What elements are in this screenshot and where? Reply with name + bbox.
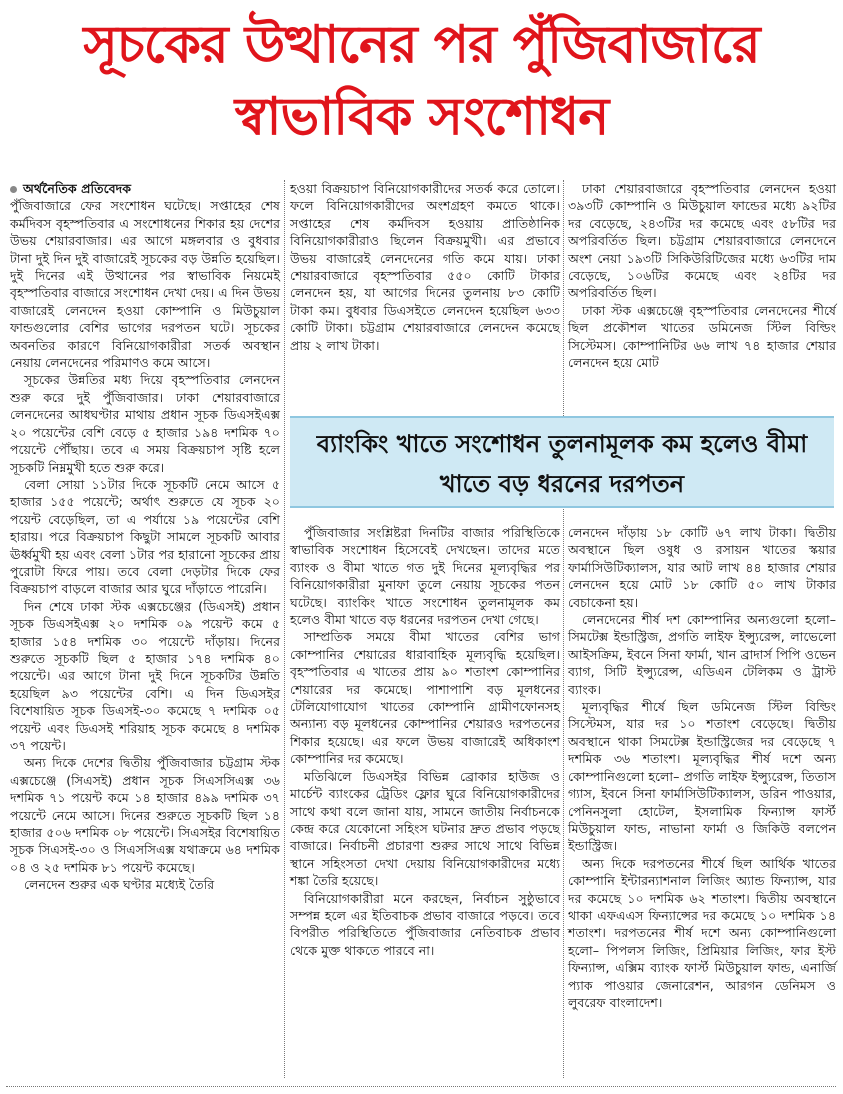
column-2-top [290,180,560,354]
paragraph: ঢাকা শেয়ারবাজারে বৃহস্পতিবার লেনদেন হওয়া ৩৯৩টি কোম্পানি ও মিউচুয়াল ফান্ডের মধ্যে ৯২টির দর বেড়েছে, ২৪৩টির দর কমেছে এবং ৫৮টির দর অপরিবর্তিত ছিল। চট্টগ্রাম শেয়ারবাজারে লেনদেনে অংশ নেয়া ১৯৩টি সিকিউরিটিজের মধ্যে ৬৩টির দাম বেড়েছে, ১০৬টির কমেছে এবং ২৪টির দর অপরিবর্তিত ছিল। [568,181,836,301]
column-divider [563,180,565,1078]
paragraph: পুঁজিবাজারে ফের সংশোধন ঘটেছে। সপ্তাহের শেষ কর্মদিবস বৃহস্পতিবার এ সংশোধনের শিকার হয় দেশের উভয় শেয়ারবাজার। এর আগে মঙ্গলবার ও বুধবার টানা দুই দিন দুই বাজারেই সূচকের বড় উন্নতি হয়েছিল। দুই দিনের এই উত্থানের পর স্বাভাবিক নিয়মেই বৃহস্পতিবার বাজারে সংশোধন দেখা দেয়। এ দিন উভয় বাজারেই লেনদেন হওয়া কোম্পানি ও মিউচুয়াল ফান্ডগুলোর বেশির ভাগের দরপতন ঘটে। সূচকের অবনতির কারণে বিনিয়োগকারীরা সতর্ক অবস্থান নেয়ায় লেনদেনের পরিমাণও কমে আসে। [10,198,281,371]
byline [10,180,280,197]
paragraph: ঢাকা স্টক এক্সচেঞ্জে বৃহস্পতিবার লেনদেনের শীর্ষে ছিল প্রকৌশল খাতের ডমিনেজ স্টিল বিল্ডিং সিস্টেমস। কোম্পানিটির ৬৬ লাখ ৭৪ হাজার শেয়ার লেনদেন হয়ে মোট [568,302,836,371]
column-1 [10,180,280,894]
byline-text: অর্থনৈতিক প্রতিবেদক [23,181,132,196]
bullet-icon [10,186,17,193]
column-divider [284,180,286,1078]
paragraph: মূল্যবৃদ্ধির শীর্ষে ছিল ডমিনেজ স্টিল বিল্ডিং সিস্টেমস, যার দর ১০ শতাংশ বেড়েছে। দ্বিতীয় অবস্থানে থাকা সিমটেক্স ইন্ডাস্ট্রিজের দর বেড়েছে ৭ দশমিক ৩৬ শতাংশ। মূল্যবৃদ্ধির শীর্ষ দশে অন্য কোম্পানিগুলো হলো– প্রগতি লাইফ ইন্স্যুরেন্স, তিতাস গ্যাস, ইবনে সিনা ফার্মাসিউটিক্যালস, ডরিন পাওয়ার, পেনিনসুলা হোটেল, ইসলামিক ফিন্যান্স ফার্স্ট মিউচুয়াল ফান্ড, নাভানা ফার্মা ও জিকিউ বলপেন ইন্ডাস্ট্রিজ। [568,699,836,854]
paragraph: সাম্প্রতিক সময়ে বীমা খাতের বেশির ভাগ কোম্পানির শেয়ারের ধারাবাহিক মূল্যবৃদ্ধি হয়েছিল। বৃহস্পতিবার এ খাতের প্রায় ৯০ শতাংশ কোম্পানির শেয়ারের দর কমেছে। পাশাপাশি বড় মূলধনের টেলিযোগাযোগ খাতের কোম্পানি গ্রামীণফোনসহ অন্যান্য বড় মূলধনের কোম্পানির শেয়ারও দরপতনের শিকার হয়েছে। এর ফলে উভয় বাজারেই অধিকাংশ কোম্পানির দর কমেছে। [290,629,560,767]
bottom-divider [6,1086,836,1087]
paragraph: বেলা সোয়া ১১টার দিকে সূচকটি নেমে আসে ৫ হাজার ১৫৫ পয়েন্টে; অর্থাৎ শুরুতে যে সূচক ২০ পয়েন্ট বেড়েছিল, তা এ পর্যায়ে ১৯ পয়েন্টের বেশি হারায়। পরে বিক্রয়চাপ কিছুটা সামলে সূচকটি আবার ঊর্ধ্বমুখী হয় এবং বেলা ১টার পর হারানো সূচকের প্রায় পুরোটা ফিরে পায়। তবে বেলা দেড়টার দিকে ফের বিক্রয়চাপ বাড়লে বাজার আর ঘুরে দাঁড়াতে পারেনি। [10,476,280,597]
column-3-top [568,180,836,371]
paragraph: মতিঝিলে ডিএসইর বিভিন্ন ব্রোকার হাউজ ও মার্চেন্ট ব্যাংকের ট্রেডিং ফ্লোর ঘুরে বিনিয়োগকারীদের সাথে কথা বলে জানা যায়, সামনে জাতীয় নির্বাচনকে কেন্দ্র করে যেকোনো সহিংস ঘটনার দ্রুত প্রভাব পড়ছে বাজারে। নির্বাচনী প্রচারণা শুরুর সাথে সাথে বিভিন্ন স্থানে সহিংসতা দেখা দেয়ায় বিনিয়োগকারীদের মধ্যে শঙ্কা তৈরি হয়েছে। [290,768,560,889]
paragraph: বিনিয়োগকারীরা মনে করছেন, নির্বাচন সুষ্ঠুভাবে সম্পন্ন হলে এর ইতিবাচক প্রভাব বাজারে পড়বে। তবে বিপরীত পরিস্থিতিতে পুঁজিবাজার নেতিবাচক প্রভাব থেকে মুক্ত থাকতে পারবে না। [290,890,560,958]
subheadline-box [290,416,834,508]
headline-line-1: সূচকের উত্থানের পর পুঁজিবাজারে [83,15,760,75]
paragraph: পুঁজিবাজার সংশ্লিষ্টরা দিনটির বাজার পরিস্থিতিকে স্বাভাবিক সংশোধন হিসেবেই দেখছেন। তাদের মতে ব্যাংক ও বীমা খাতে গত দুই দিনের মূল্যবৃদ্ধির পর বিনিয়োগকারীরা মুনাফা তুলে নেয়ায় সূচকের পতন ঘটেছে। ব্যাংকিং খাতে সংশোধন তুলনামূলক কম হলেও বীমা খাতে বড় ধরনের দরপতন দেখা গেছে। [290,525,560,628]
paragraph: অন্য দিকে দরপতনের শীর্ষে ছিল আর্থিক খাতের কোম্পানি ইন্টারন্যাশনাল লিজিং অ্যান্ড ফিন্যান্স, যার দর কমেছে ১০ দশমিক ৬২ শতাংশ। দ্বিতীয় অবস্থানে থাকা এফএএস ফিন্যান্সের দর কমেছে ১০ দশমিক ১৪ শতাংশ। দরপতনের শীর্ষ দশে অন্য কোম্পানিগুলো হলো– পিপলস লিজিং, প্রিমিয়ার লিজিং, ফার ইস্ট ফিন্যান্স, এক্সিম ব্যাংক ফার্স্ট মিউচুয়াল ফান্ড, এনার্জি প্যাক পাওয়ার জেনারেশন, আরগন ডেনিমস ও লুবরেফ বাংলাদেশ। [568,855,836,1010]
paragraph: লেনদেন শুরুর এক ঘণ্টার মধ্যেই তৈরি [24,877,215,893]
paragraph: সূচকের উন্নতির মধ্য দিয়ে বৃহস্পতিবার লেনদেন শুরু করে দুই পুঁজিবাজার। ঢাকা শেয়ারবাজারে লেনদেনের আধঘণ্টার মাথায় প্রধান সূচক ডিএসইএক্স ২০ পয়েন্টের বেশি বেড়ে ৫ হাজার ১৯৪ দশমিক ৭০ পয়েন্টে পৌঁছায়। তবে এ সময় বিক্রয়চাপ সৃষ্টি হলে সূচকটি নিম্নমুখী হতে শুরু করে। [10,372,280,475]
headline [0,8,843,152]
column-2-bottom [290,524,560,959]
paragraph: লেনদেনের শীর্ষ দশ কোম্পানির অন্যগুলো হলো– সিমটেক্স ইন্ডাস্ট্রিজ, প্রগতি লাইফ ইন্স্যুরেন্স, লাভেলো আইসক্রিম, ইবনে সিনা ফার্মা, খান ব্রাদার্স পিপি ওভেন ব্যাগ, সিটি ইন্স্যুরেন্স, এডিএন টেলিকম ও ট্রাস্ট ব্যাংক। [568,612,836,697]
headline-line-2: স্বাভাবিক সংশোধন [234,87,609,147]
paragraph: লেনদেন দাঁড়ায় ১৮ কোটি ৬৭ লাখ টাকা। দ্বিতীয় অবস্থানে ছিল ওষুধ ও রসায়ন খাতের স্কয়ার ফার্মাসিউটিক্যালস, যার আট লাখ ৪৪ হাজার শেয়ার লেনদেন হয়ে মোট ১৮ কোটি ৫০ লাখ টাকার বেচাকেনা হয়। [568,525,836,610]
column-3-bottom [568,524,836,1011]
paragraph: অন্য দিকে দেশের দ্বিতীয় পুঁজিবাজার চট্টগ্রাম স্টক এক্সচেঞ্জে (সিএসই) প্রধান সূচক সিএসসিএক্স ৩৬ দশমিক ৭১ পয়েন্ট কমে ১৪ হাজার ৪৯৯ দশমিক ৩৭ পয়েন্টে নেমে আসে। দিনের শুরুতে সূচকটি ছিল ১৪ হাজার ৫০৬ দশমিক ০৮ পয়েন্টে। সিএসইর বিশেষায়িত সূচক সিএসই-৩০ ও সিএসসিএক্স যথাক্রমে ৬৪ দশমিক ০৪ ও ২৫ দশমিক ৮১ পয়েন্ট কমেছে। [10,755,280,875]
paragraph: হওয়া বিক্রয়চাপ বিনিয়োগকারীদের সতর্ক করে তোলে। ফলে বিনিয়োগকারীদের অংশগ্রহণ কমতে থাকে। সপ্তাহের শেষ কর্মদিবস হওয়ায় প্রাতিষ্ঠানিক বিনিয়োগকারীরাও ছিলেন বিক্রয়মুখী। এর প্রভাবে উভয় বাজারেই লেনদেনের গতি কমে যায়। ঢাকা শেয়ারবাজারে বৃহস্পতিবার ৫৫০ কোটি টাকার লেনদেন হয়, যা আগের দিনের তুলনায় ৮৩ কোটি টাকা কম। বুধবার ডিএসইতে লেনদেন হয়েছিল ৬৩৩ কোটি টাকা। চট্টগ্রাম শেয়ারবাজারে লেনদেন কমেছে প্রায় ২ লাখ টাকা। [290,181,560,353]
paragraph: দিন শেষে ঢাকা স্টক এক্সচেঞ্জের (ডিএসই) প্রধান সূচক ডিএসইএক্স ২০ দশমিক ০৯ পয়েন্ট কমে ৫ হাজার ১৫৪ দশমিক ৩০ পয়েন্টে দাঁড়ায়। দিনের শুরুতে সূচকটি ছিল ৫ হাজার ১৭৪ দশমিক ৪০ পয়েন্টে। এর আগে টানা দুই দিনে সূচকটির উন্নতি হয়েছিল ৯৩ পয়েন্টের বেশি। এ দিন ডিএসইর বিশেষায়িত সূচক ডিএসই-৩০ কমেছে ৭ দশমিক ০৫ পয়েন্ট এবং ডিএসই শরিয়াহ সূচক কমেছে ৪ দশমিক ৩৭ পয়েন্ট। [10,598,280,753]
subheadline: ব্যাংকিং খাতে সংশোধন তুলনামূলক কম হলেও বীমা খাতে বড় ধরনের দরপতন [316,430,808,498]
